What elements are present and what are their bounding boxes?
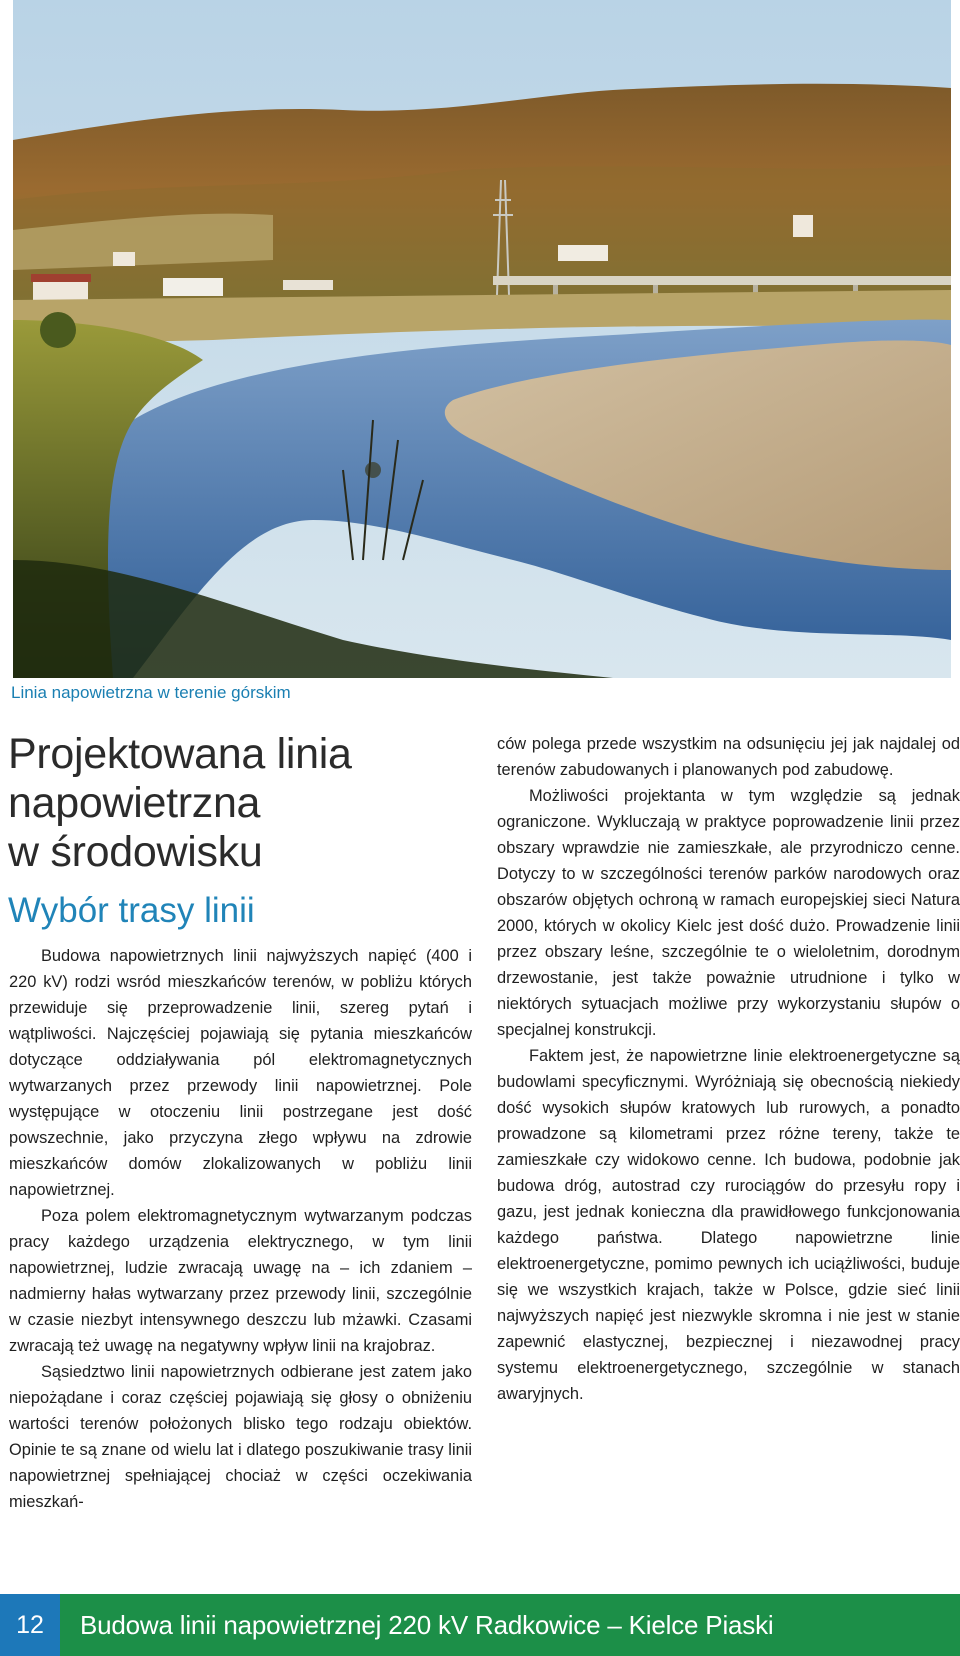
title-line-3: w środowisku — [8, 828, 263, 876]
left-text-column — [9, 943, 472, 1515]
paragraph: Poza polem elektromagnetycznym wytwarzanym podczas pracy każdego urządzenia elektrycznego, w tym linii napowietrznej, ludzie zwracają uwagę na – ich zdaniem – nadmierny hałas wytwarzany przez przewody linii, szczególnie w czasie niezbyt intensywnego deszczu lub mżawki. Czasami zwracają też uwagę na negatywny wpływ linii na krajobraz. — [9, 1207, 472, 1355]
page-title — [8, 730, 478, 877]
paragraph: Sąsiedztwo linii napowietrznych odbierane jest zatem jako niepożądane i coraz częściej pojawiają się głosy o obniżeniu wartości terenów położonych blisko tego rodzaju obiektów. Opinie te są znane od wielu lat i dlatego poszukiwanie trasy linii napowietrznej spełniającej chociaż w części oczekiwania mieszkań- — [9, 1363, 472, 1511]
right-text-column — [497, 731, 960, 1407]
footer-title: Budowa linii napowietrznej 220 kV Radkowice – Kielce Piaski — [80, 1609, 774, 1640]
title-line-2: napowietrzna — [8, 779, 261, 827]
paragraph: Faktem jest, że napowietrzne linie elektroenergetyczne są budowlami specyficznymi. Wyróżniają się obecnością niekiedy dość wysokich słupów kratowych lub rurowych, a ponadto prowadzone są kilometrami przez różne tereny, także te zamieszkałe czy widokowo cenne. Ich budowa, podobnie jak budowa dróg, autostrad czy rurociągów do przesyłu ropy i gazu, jest jednak konieczna dla prawidłowego funkcjonowania każdego państwa. Dlatego napowietrzne linie elektroenergetyczne, pomimo pewnych ich uciążliwości, buduje się we wszystkich krajach, także w Polsce, gdzie sieć linii najwyższych napięć jest niezwykle skromna i nie jest w stanie zapewnić elastycznej, bezpiecznej i niezawodnej pracy systemu elektroenergetycznego, szczególnie w stanach awaryjnych. — [497, 1047, 960, 1403]
paragraph: ców polega przede wszystkim na odsunięciu jej jak najdalej od terenów zabudowanych i planowanych pod zabudowę. — [497, 735, 960, 779]
paragraph: Możliwości projektanta w tym względzie są jednak ograniczone. Wykluczają w praktyce poprowadzenie linii przez obszary wprawdzie nie zamieszkałe, ale przyrodniczo cenne. Dotyczy to w szczególności terenów parków narodowych oraz obszarów objętych ochroną w ramach europejskiej sieci Natura 2000, których w okolicy Kielc jest dość dużo. Prowadzenie linii przez obszary leśne, szczególnie te o wieloletnim, dorodnym drzewostanie, jest także poważnie utrudnione i tylko w niektórych sytuacjach możliwe przy wykorzystaniu słupów o specjalnej konstrukcji. — [497, 787, 960, 1039]
page-number: 12 — [0, 1594, 60, 1656]
river-landscape-photo — [13, 0, 951, 678]
paragraph: Budowa napowietrznych linii najwyższych napięć (400 i 220 kV) rodzi wsród mieszkańców terenów, w pobliżu których przewiduje się przeprowadzenie linii, szereg pytań i wątpliwości. Najczęściej pojawiają się pytania mieszkańców dotyczące oddziaływania pól elektromagnetycznych wytwarzanych przez przewody linii napowietrznej. Pole występujące w otoczeniu linii postrzegane jest dość powszechnie, jako przyczyna złego wpływu na zdrowie mieszkańców domów zlokalizowanych w pobliżu linii napowietrznej. — [9, 947, 472, 1199]
photo-caption: Linia napowietrzna w terenie górskim — [11, 683, 291, 702]
title-line-1: Projektowana linia — [8, 730, 352, 778]
section-subtitle: Wybór trasy linii — [8, 891, 255, 930]
